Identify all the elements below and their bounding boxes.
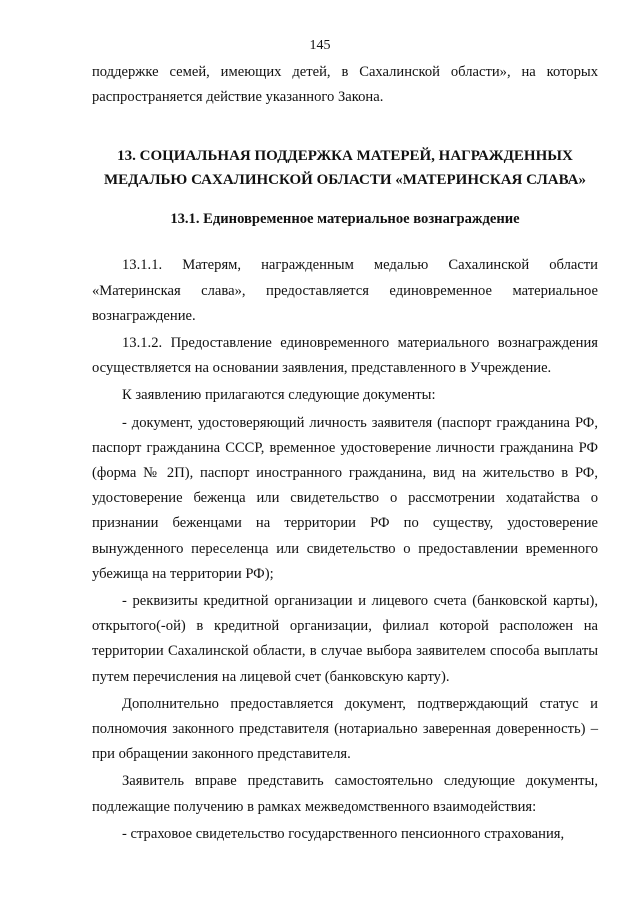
list-item: - реквизиты кредитной организации и лицевого счета (банковской карты), открытого(-ой) в кредитной организации, филиал которой расположен на территории Сахалинской области, в случае выбора заявителем способа выплаты путем перечисления на лицевой счет (банковскую карту). — [92, 593, 598, 685]
paragraph: Заявитель вправе представить самостоятельно следующие документы, подлежащие получению в рамках межведомственного взаимодействия: — [92, 773, 598, 815]
subsection-title: 13.1. Единовременное материальное вознаграждение — [170, 211, 520, 228]
list-item: - документ, удостоверяющий личность заявителя (паспорт гражданина РФ, паспорт гражданина СССР, временное удостоверение личности гражданина РФ (форма № 2П), паспорт иностранного гражданина, вид на жительство в РФ, удостоверение беженца или свидетельство о рассмотрении ходатайства о признании беженцами на территории РФ по существу, удостоверение вынужденного переселенца или свидетельство о предоставлении временного убежища на территории РФ); — [92, 414, 598, 582]
page-number: 145 — [309, 38, 331, 53]
paragraph: К заявлению прилагаются следующие документы: — [122, 387, 436, 404]
document-body — [92, 60, 598, 847]
section-title: 13. СОЦИАЛЬНАЯ ПОДДЕРЖКА МАТЕРЕЙ, НАГРАЖДЕННЫХ МЕДАЛЬЮ САХАЛИНСКОЙ ОБЛАСТИ «МАТЕРИНСКАЯ СЛАВА» — [104, 148, 586, 189]
paragraph: 13.1.2. Предоставление единовременного материального вознаграждения осуществляется на основании заявления, представленного в Учреждение. — [92, 335, 598, 377]
intro-paragraph: поддержке семей, имеющих детей, в Сахалинской области», на которых распространяется действие указанного Закона. — [92, 64, 598, 106]
paragraph: Дополнительно предоставляется документ, подтверждающий статус и полномочия законного представителя (нотариально заверенная доверенность) – при обращении законного представителя. — [92, 695, 598, 763]
paragraph: 13.1.1. Матерям, награжденным медалью Сахалинской области «Материнская слава», предоставляется единовременное материальное вознаграждение. — [92, 257, 598, 324]
list-item: - страховое свидетельство государственного пенсионного страхования, — [122, 825, 565, 842]
